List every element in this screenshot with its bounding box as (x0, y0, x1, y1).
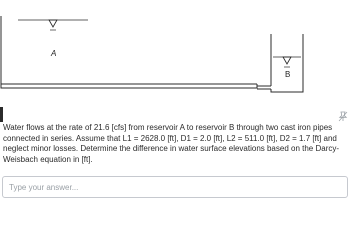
reservoir-a (1, 16, 257, 88)
reservoir-b-water-level-icon (283, 57, 291, 64)
question-marker (0, 107, 3, 122)
pipe-2 (257, 86, 271, 89)
pin-icon[interactable] (338, 111, 348, 122)
reservoir-b (271, 34, 303, 92)
reservoir-a-label: A (51, 49, 57, 58)
reservoir-b-label: B (285, 70, 291, 79)
answer-input[interactable] (2, 176, 348, 198)
reservoir-pipe-diagram (0, 0, 350, 95)
question-text: Water flows at the rate of 21.6 [cfs] from reservoir A to reservoir B through two cast iron pipes connected in series. Assume that L1 = 2628.0 [ft], D1 = 2.0 [ft], L2 = 511.0 [ft], D2 = 1.7 [ft] and neglect minor losses. Determine the difference in water surface elevations based on the Darcy-Weisbach equation in [ft]. (3, 123, 340, 164)
reservoir-a-water-level-icon (49, 20, 57, 27)
